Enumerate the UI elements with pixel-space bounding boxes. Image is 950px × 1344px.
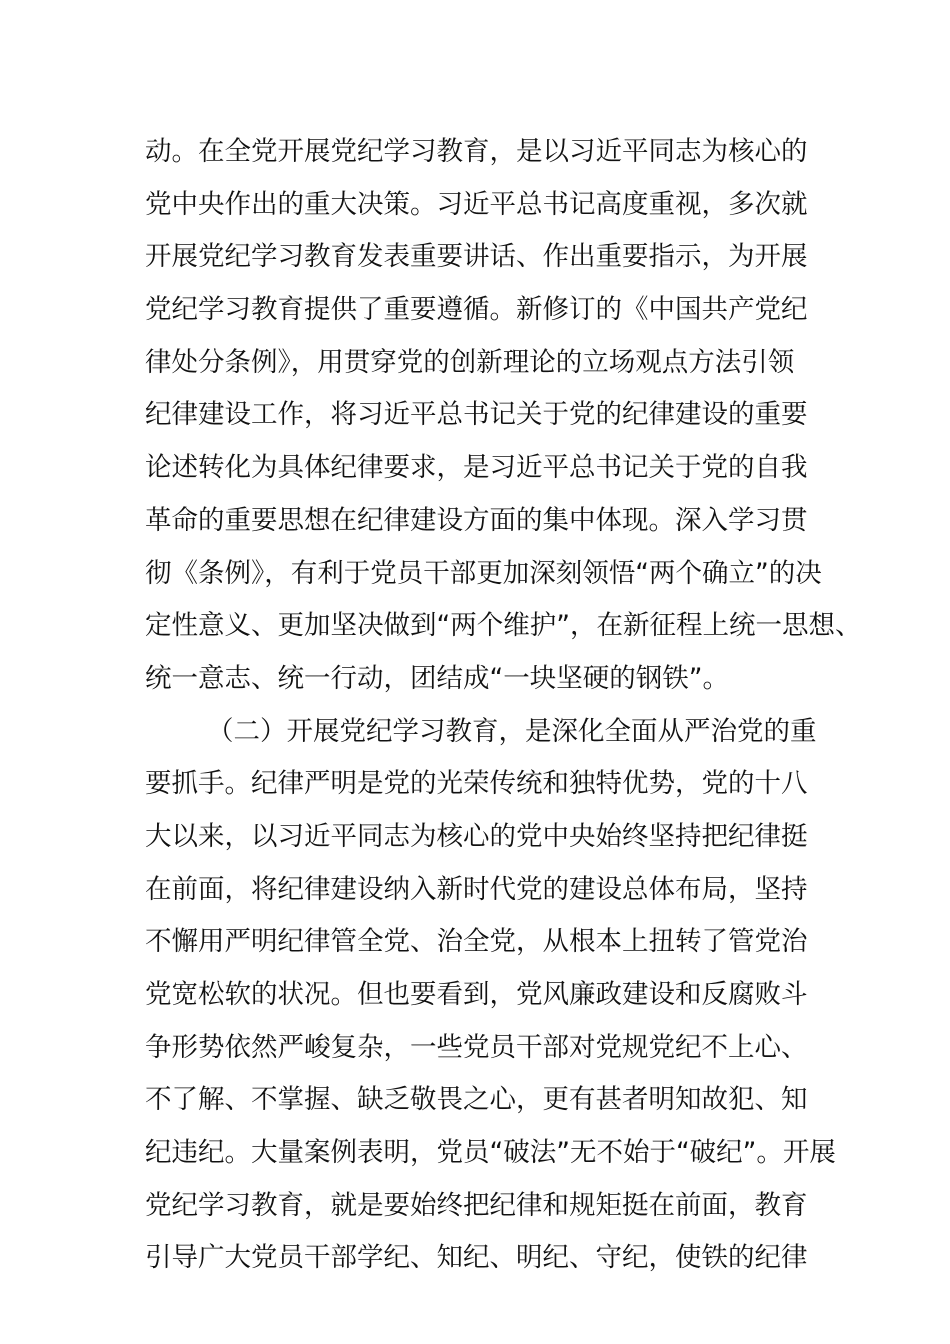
text-line: 党中央作出的重大决策。习近平总书记高度重视，多次就 [145, 188, 808, 220]
text-line: 在前面，将纪律建设纳入新时代党的建设总体布局，坚持 [145, 873, 808, 905]
text-line: 论述转化为具体纪律要求，是习近平总书记关于党的自我 [145, 452, 808, 484]
text-line: 律处分条例》，用贯穿党的创新理论的立场观点方法引领 [145, 346, 795, 378]
body-text [145, 126, 862, 1285]
text-line: 引导广大党员干部学纪、知纪、明纪、守纪，使铁的纪律 [145, 1242, 808, 1274]
section-heading-line: （二）开展党纪学习教育，是深化全面从严治党的重 [207, 715, 817, 747]
text-line: 党宽松软的状况。但也要看到，党风廉政建设和反腐败斗 [145, 979, 808, 1010]
text-line: 不懈用严明纪律管全党、治全党，从根本上扭转了管党治 [145, 926, 808, 958]
text-line: 大以来，以习近平同志为核心的党中央始终坚持把纪律挺 [145, 820, 808, 852]
text-line: 党纪学习教育提供了重要遵循。新修订的《中国共产党纪 [145, 294, 808, 326]
text-line: 纪律建设工作，将习近平总书记关于党的纪律建设的重要 [145, 399, 808, 431]
text-line: 不了解、不掌握、缺乏敬畏之心，更有甚者明知故犯、知 [145, 1084, 808, 1116]
text-line: 革命的重要思想在纪律建设方面的集中体现。深入学习贯 [145, 504, 808, 536]
text-line: 要抓手。纪律严明是党的光荣传统和独特优势，党的十八 [145, 768, 808, 800]
text-line: 定性意义、更加坚决做到“两个维护”，在新征程上统一思想、 [145, 610, 862, 642]
text-line: 纪违纪。大量案例表明，党员“破法”无不始于“破纪”。开展 [145, 1137, 836, 1169]
text-line: 动。在全党开展党纪学习教育，是以习近平同志为核心的 [145, 136, 808, 167]
text-line: 统一意志、统一行动，团结成“一块坚硬的钢铁”。 [145, 662, 729, 694]
text-line: 彻《条例》，有利于党员干部更加深刻领悟“两个确立”的决 [145, 557, 822, 589]
text-line: 开展党纪学习教育发表重要讲话、作出重要指示，为开展 [145, 241, 808, 273]
text-line: 党纪学习教育，就是要始终把纪律和规矩挺在前面，教育 [145, 1189, 808, 1221]
text-line: 争形势依然严峻复杂，一些党员干部对党规党纪不上心、 [145, 1031, 808, 1063]
